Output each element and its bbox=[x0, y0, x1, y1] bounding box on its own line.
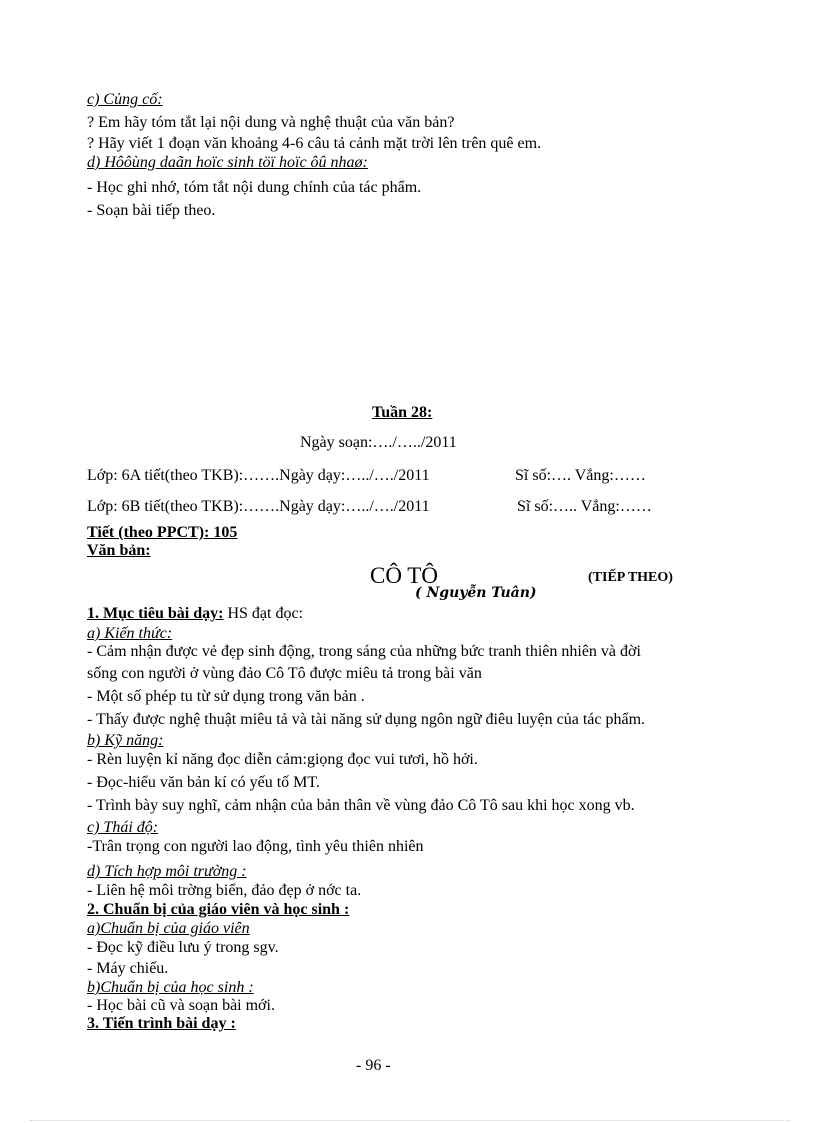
student-prep-item-1: - Học bài cũ và soạn bài mới. bbox=[87, 997, 275, 1014]
process-heading: 3. Tiến trình bài dạy : bbox=[87, 1015, 236, 1032]
cung-co-heading: c) Củng cố: bbox=[87, 91, 163, 108]
objectives-heading-suffix: HS đạt đọc: bbox=[223, 605, 303, 622]
objectives-heading: 1. Mục tiêu bài dạy: bbox=[87, 605, 224, 622]
teacher-prep-heading: a)Chuẩn bị của giáo viên bbox=[87, 920, 250, 937]
footer-dotted-rule bbox=[30, 1120, 790, 1121]
lesson-title: CÔ TÔ bbox=[370, 563, 438, 588]
skills-item-3: - Trình bày suy nghĩ, cảm nhận của bản thân về vùng đảo Cô Tô sau khi học xong vb. bbox=[87, 797, 635, 814]
environment-item-1: - Liên hệ môi trờng biển, đảo đẹp ở nớc ta. bbox=[87, 882, 362, 899]
week-label: Tuần 28: bbox=[372, 404, 433, 421]
student-prep-heading: b)Chuẩn bị của học sinh : bbox=[87, 979, 254, 996]
homework-heading: d) Hôôùng daãn hoïc sinh töï hoïc ôû nhaø: bbox=[87, 154, 368, 171]
class-6a-info: Lớp: 6A tiết(theo TKB):…….Ngày dạy:…../…./2011 bbox=[87, 467, 430, 484]
page-number: - 96 - bbox=[356, 1057, 391, 1074]
review-question-1: ? Em hãy tóm tắt lại nội dung và nghệ thuật của văn bản? bbox=[87, 114, 455, 131]
homework-item-2: - Soạn bài tiếp theo. bbox=[87, 202, 216, 219]
class-6b-stats: Sĩ số:….. Vắng:…… bbox=[517, 498, 652, 515]
homework-item-1: - Học ghi nhớ, tóm tắt nội dung chính của tác phẩm. bbox=[87, 179, 422, 196]
review-question-2: ? Hãy viết 1 đoạn văn khoảng 4-6 câu tả cảnh mặt trời lên trên quê em. bbox=[87, 135, 542, 152]
knowledge-item-1-continued: sống con người ở vùng đảo Cô Tô được miêu tả trong bài văn bbox=[87, 665, 482, 682]
text-label: Văn bản: bbox=[87, 542, 151, 559]
teacher-prep-item-2: - Máy chiếu. bbox=[87, 960, 169, 977]
class-6a-stats: Sĩ số:…. Vắng:…… bbox=[515, 467, 646, 484]
title-continued: (TIẾP THEO) bbox=[588, 570, 673, 585]
knowledge-item-1: - Cảm nhận được vẻ đẹp sinh động, trong sáng của những bức tranh thiên nhiên và đời bbox=[87, 643, 641, 660]
lesson-number: Tiết (theo PPCT): 105 bbox=[87, 524, 238, 541]
attitude-item-1: -Trân trọng con người lao động, tình yêu thiên nhiên bbox=[87, 838, 424, 855]
skills-heading: b) Kỹ năng: bbox=[87, 732, 164, 749]
class-6b-info: Lớp: 6B tiết(theo TKB):…….Ngày dạy:…../…./2011 bbox=[87, 498, 430, 515]
date-prepared: Ngày soạn:…./…../2011 bbox=[300, 434, 457, 451]
author-name: ( Nguyễn Tuân) bbox=[415, 585, 537, 601]
attitude-heading: c) Thái độ: bbox=[87, 819, 159, 836]
environment-heading: d) Tích hợp môi trường : bbox=[87, 863, 247, 880]
preparation-heading: 2. Chuẩn bị của giáo viên và học sinh : bbox=[87, 901, 350, 918]
knowledge-item-3: - Thấy được nghệ thuật miêu tả và tài năng sử dụng ngôn ngữ điêu luyện của tác phẩm. bbox=[87, 711, 646, 728]
skills-item-1: - Rèn luyện kỉ năng đọc diễn cảm:giọng đọc vui tươi, hồ hởi. bbox=[87, 751, 478, 768]
skills-item-2: - Đọc-hiểu văn bản kí có yếu tố MT. bbox=[87, 774, 320, 791]
knowledge-heading: a) Kiến thức: bbox=[87, 625, 173, 642]
objectives-heading-line bbox=[87, 604, 303, 624]
teacher-prep-item-1: - Đọc kỹ điều lưu ý trong sgv. bbox=[87, 939, 279, 956]
knowledge-item-2: - Một số phép tu từ sử dụng trong văn bản . bbox=[87, 688, 365, 705]
